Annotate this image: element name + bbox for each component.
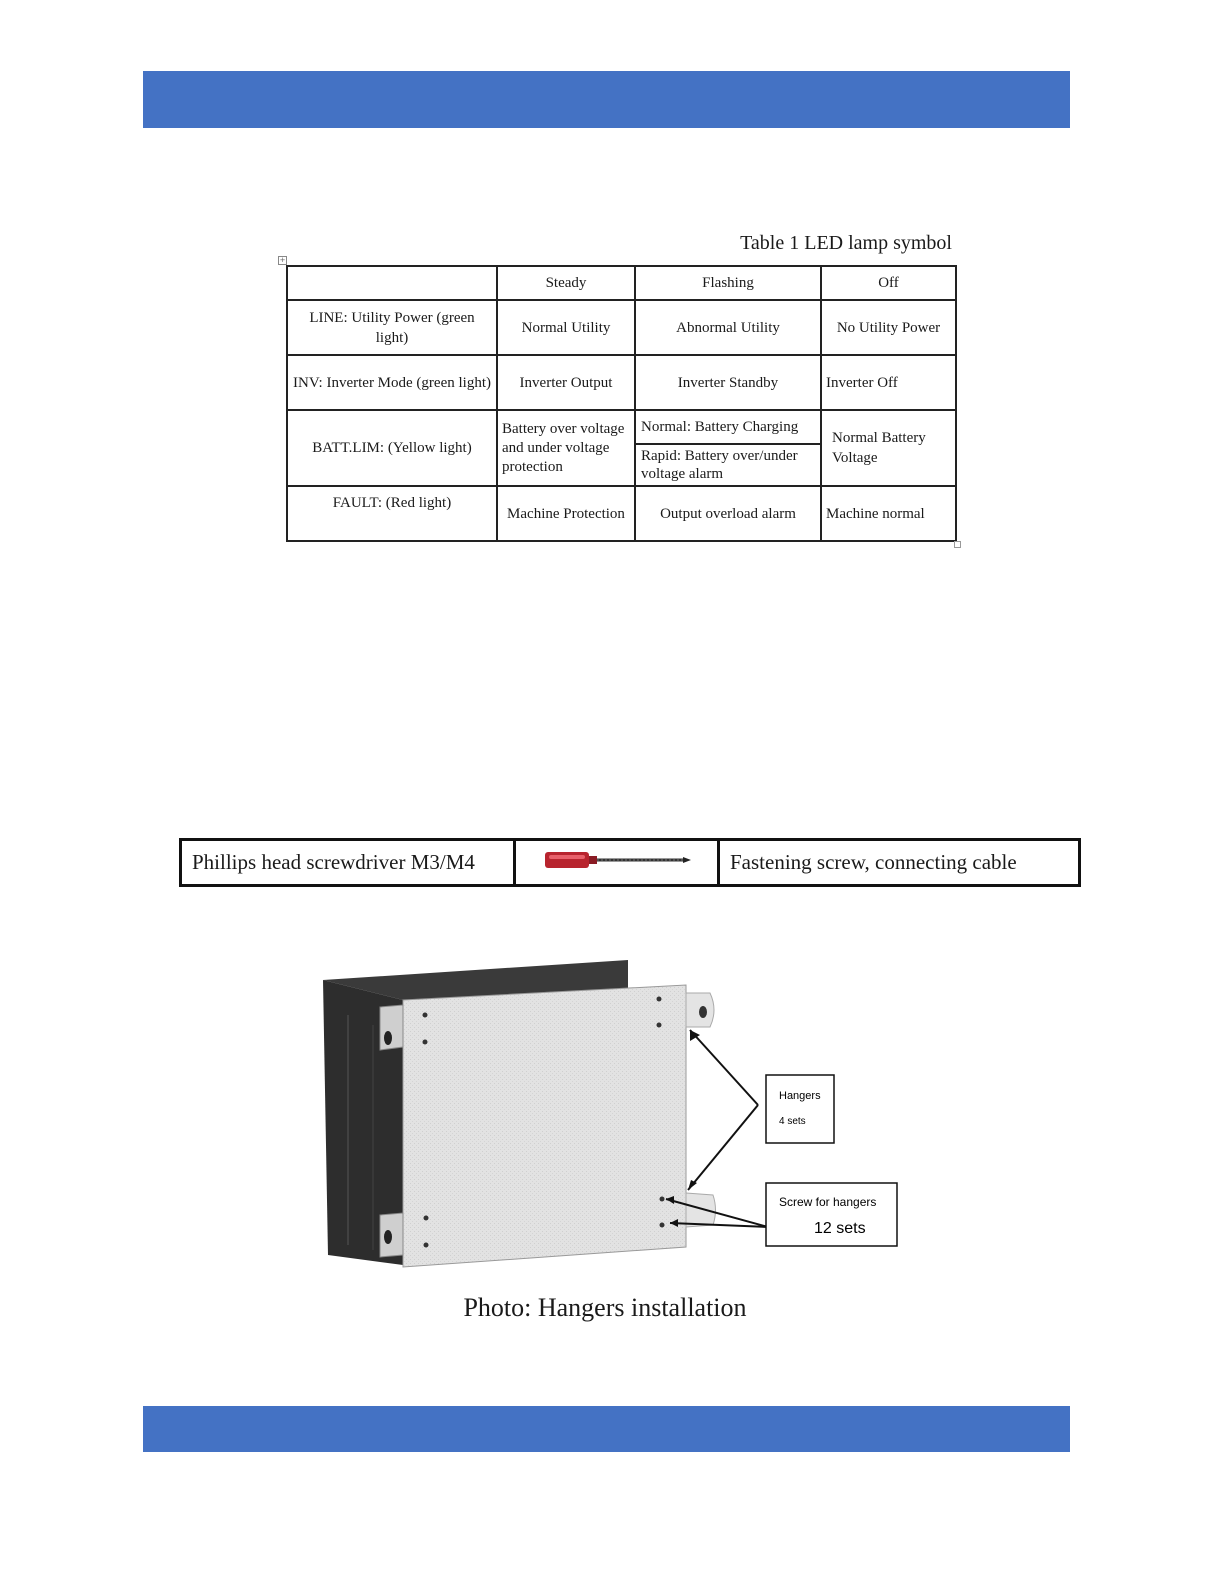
cell-steady: Machine Protection (497, 486, 635, 541)
screwdriver-icon (537, 847, 697, 873)
row-label: INV: Inverter Mode (green light) (287, 355, 497, 410)
cell-off: Machine normal (821, 486, 956, 541)
footer-bar (143, 1406, 1070, 1452)
cell-flashing: Inverter Standby (635, 355, 821, 410)
hangers-callout (766, 1075, 834, 1143)
table-resize-handle[interactable] (954, 541, 961, 548)
row-label: LINE: Utility Power (green light) (287, 300, 497, 355)
row-label: BATT.LIM: (Yellow light) (287, 410, 497, 486)
hanger-bracket (380, 1005, 403, 1050)
header-cell-steady: Steady (497, 266, 635, 300)
header-cell-off: Off (821, 266, 956, 300)
cell-off: Normal Battery Voltage (821, 410, 956, 486)
table-row (181, 840, 1080, 886)
hangers-photo (318, 955, 908, 1275)
tool-image (515, 840, 719, 886)
tool-name: Phillips head screwdriver M3/M4 (181, 840, 515, 886)
photo-caption: Photo: Hangers installation (463, 1293, 747, 1322)
led-table (286, 265, 957, 542)
table-header-row (287, 266, 956, 300)
cell-steady: Inverter Output (497, 355, 635, 410)
cell-steady: Normal Utility (497, 300, 635, 355)
device-front-face (403, 985, 686, 1267)
callout-hangers-title: Hangers (779, 1090, 821, 1102)
callout-hangers-count: 4 sets (779, 1116, 806, 1127)
table-caption: Table 1 LED lamp symbol (740, 232, 952, 254)
tool-usage: Fastening screw, connecting cable (719, 840, 1080, 886)
table-row (287, 486, 956, 541)
table-row (287, 355, 956, 410)
cell-flashing-split (635, 410, 821, 486)
cell-off: No Utility Power (821, 300, 956, 355)
cell-flashing-rapid: Rapid: Battery over/under voltage alarm (641, 448, 798, 482)
cell-flashing-normal: Normal: Battery Charging (636, 411, 820, 445)
table-anchor-icon[interactable]: + (279, 256, 286, 264)
header-bar (143, 71, 1070, 128)
header-cell-flashing: Flashing (635, 266, 821, 300)
header-cell-empty (287, 266, 497, 300)
cell-steady: Battery over voltage and under voltage protection (497, 410, 635, 486)
cell-flashing: Abnormal Utility (635, 300, 821, 355)
cell-off: Inverter Off (821, 355, 956, 410)
table-row (287, 300, 956, 355)
callout-screws-count: 12 sets (814, 1220, 866, 1237)
table-row (287, 410, 956, 486)
callout-screws-title: Screw for hangers (779, 1195, 877, 1209)
cell-flashing: Output overload alarm (635, 486, 821, 541)
hanger-bracket (686, 1193, 716, 1227)
tools-table (179, 838, 1081, 887)
row-label: FAULT: (Red light) (287, 486, 497, 541)
